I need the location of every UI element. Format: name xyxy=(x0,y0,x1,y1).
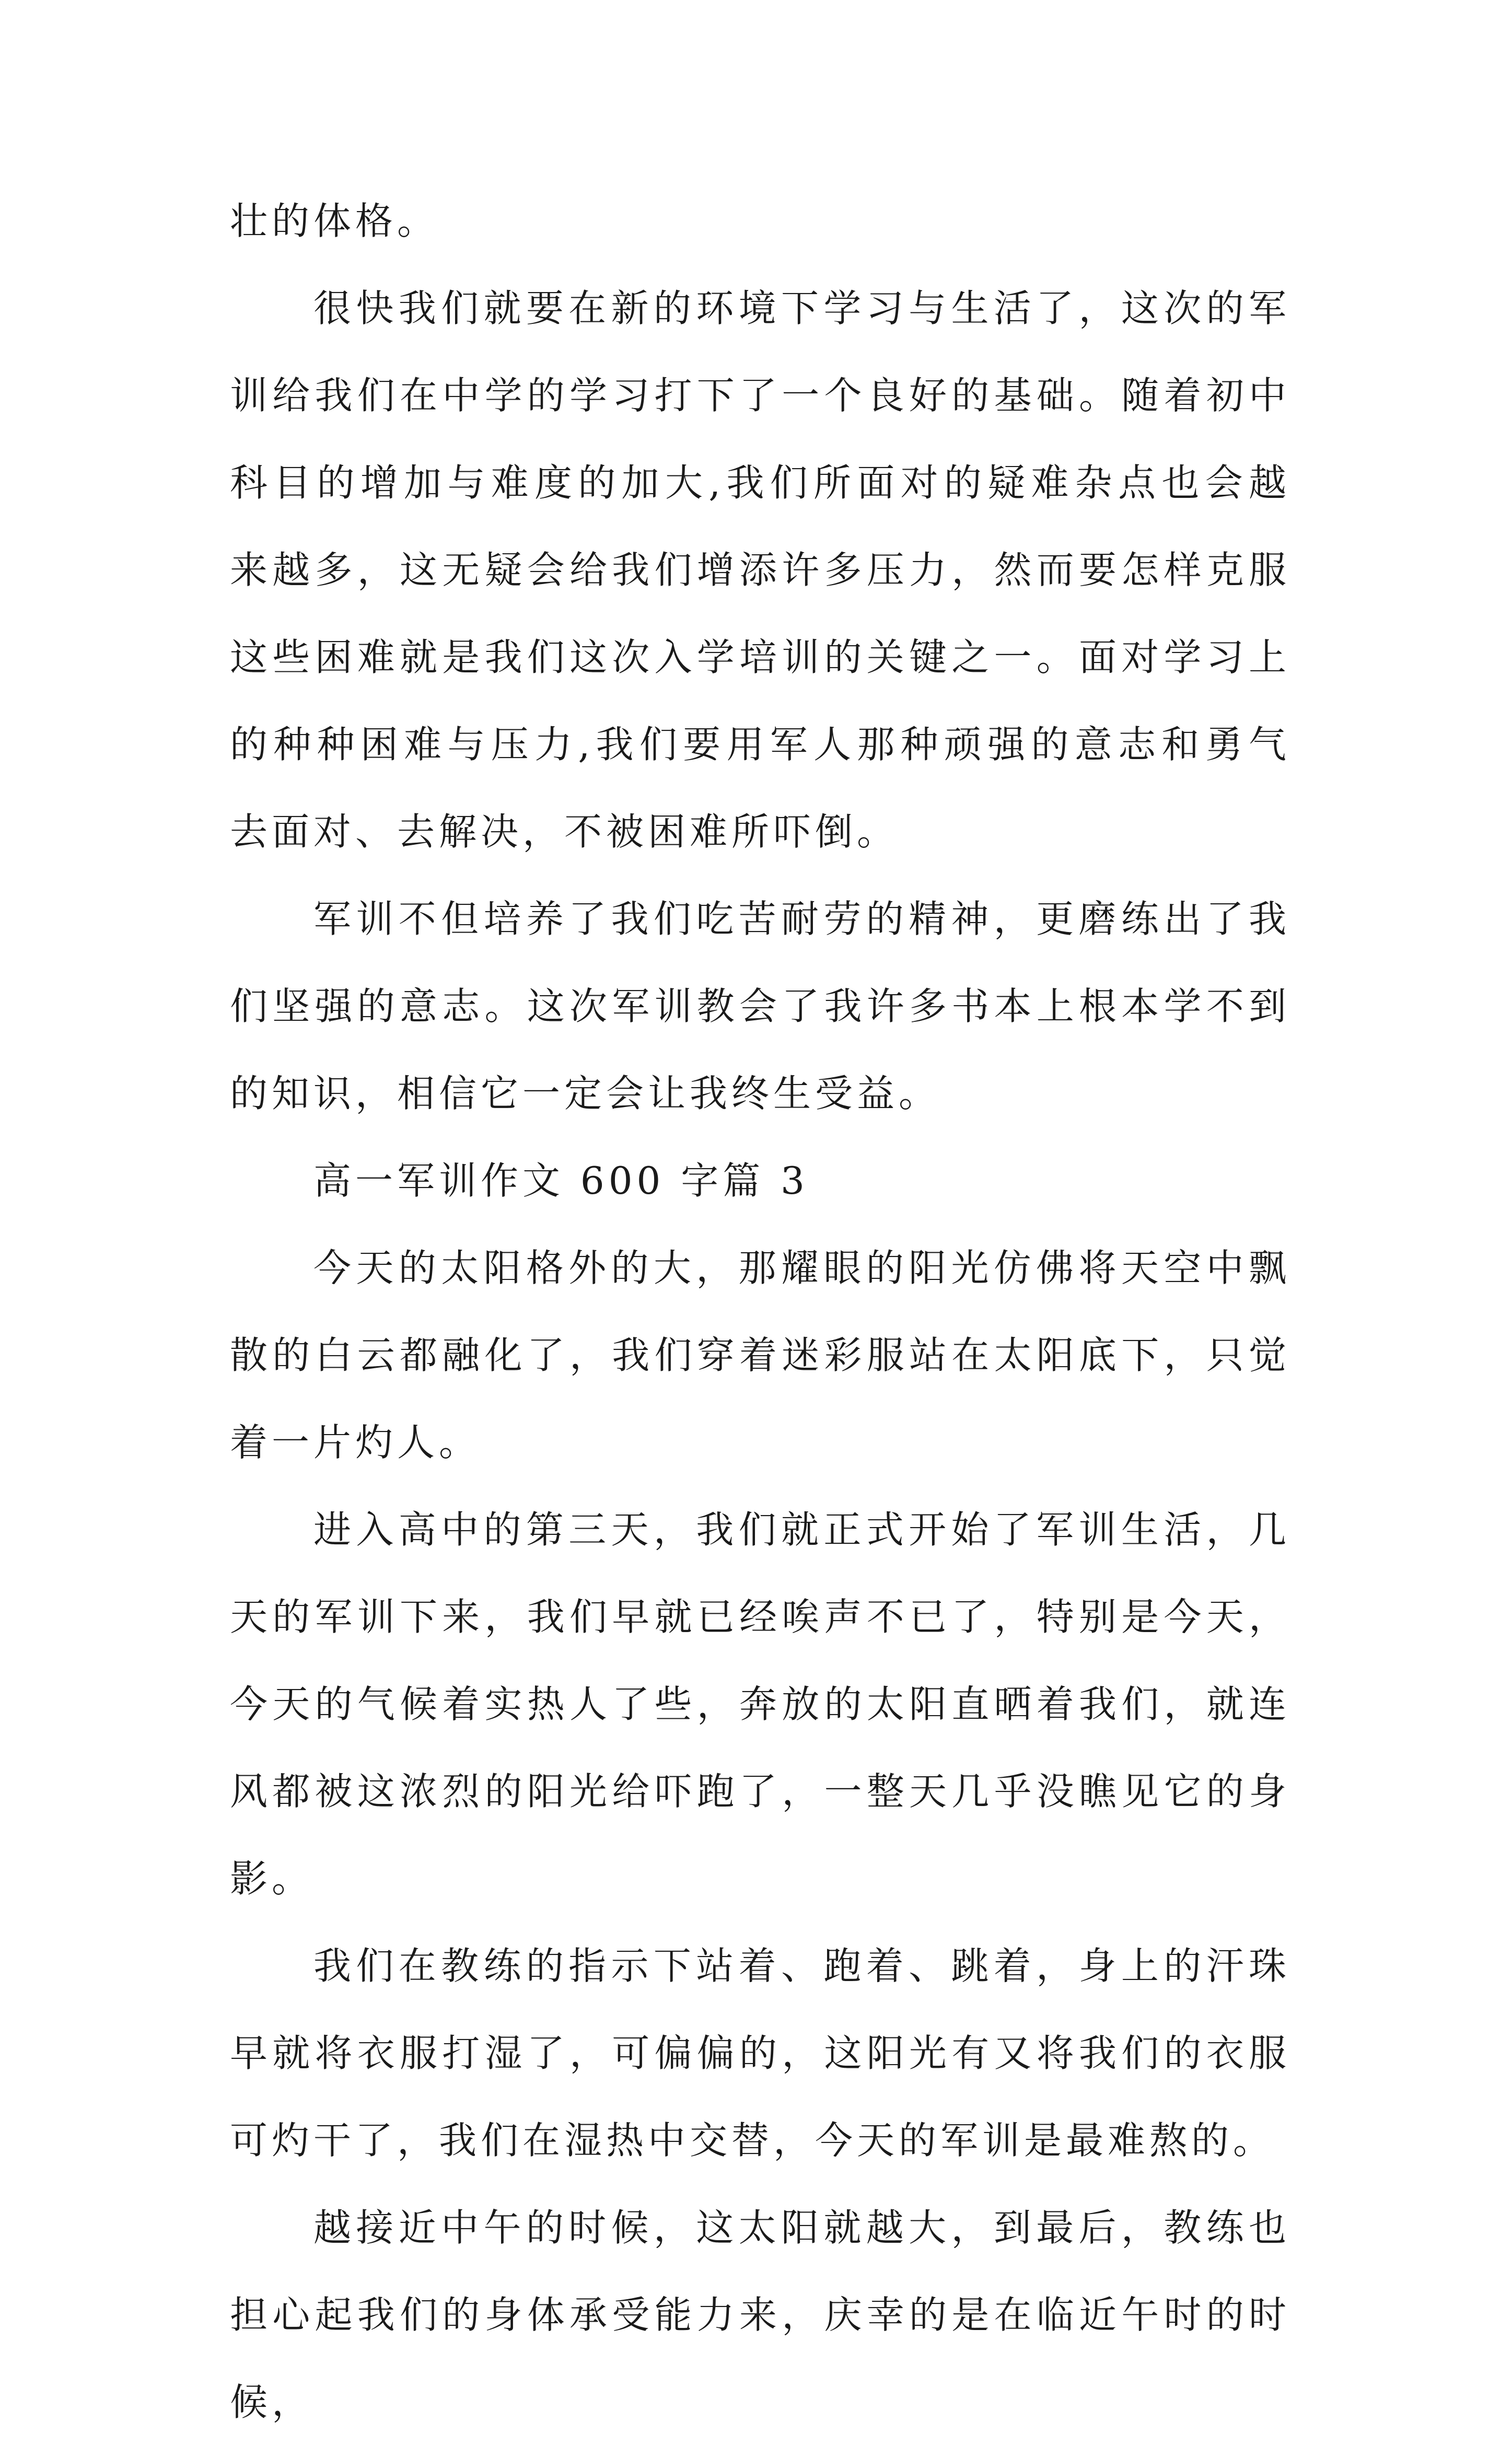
paragraph: 军训不但培养了我们吃苦耐劳的精神，更磨练出了我们坚强的意志。这次军训教会了我许多书本上根本学不到的知识，相信它一定会让我终生受益。 xyxy=(230,897,1290,1115)
paragraph: 今天的太阳格外的大，那耀眼的阳光仿佛将天空中飘散的白云都融化了，我们穿着迷彩服站在太阳底下，只觉着一片灼人。 xyxy=(230,1246,1290,1464)
document-body xyxy=(230,178,1290,2446)
paragraph: 进入高中的第三天，我们就正式开始了军训生活，几天的军训下来，我们早就已经唉声不已了，特别是今天，今天的气候着实热人了些，奔放的太阳直晒着我们，就连风都被这浓烈的阳光给吓跑了，一整天几乎没瞧见它的身影。 xyxy=(230,1508,1290,1901)
paragraph: 很快我们就要在新的环境下学习与生活了，这次的军训给我们在中学的学习打下了一个良好的基础。随着初中科目的增加与难度的加大,我们所面对的疑难杂点也会越来越多，这无疑会给我们增添许多压力，然而要怎样克服这些困难就是我们这次入学培训的关键之一。面对学习上的种种困难与压力,我们要用军人那种顽强的意志和勇气去面对、去解决，不被困难所吓倒。 xyxy=(230,286,1290,854)
paragraph: 我们在教练的指示下站着、跑着、跳着，身上的汗珠早就将衣服打湿了，可偏偏的，这阳光有又将我们的衣服可灼干了，我们在湿热中交替，今天的军训是最难熬的。 xyxy=(230,1944,1290,2162)
paragraph: 越接近中午的时候，这太阳就越大，到最后，教练也担心起我们的身体承受能力来，庆幸的是在临近午时的时候， xyxy=(230,2206,1290,2424)
section-heading: 高一军训作文 600 字篇 3 xyxy=(313,1159,809,1203)
paragraph-continuation: 壮的体格。 xyxy=(230,199,439,243)
